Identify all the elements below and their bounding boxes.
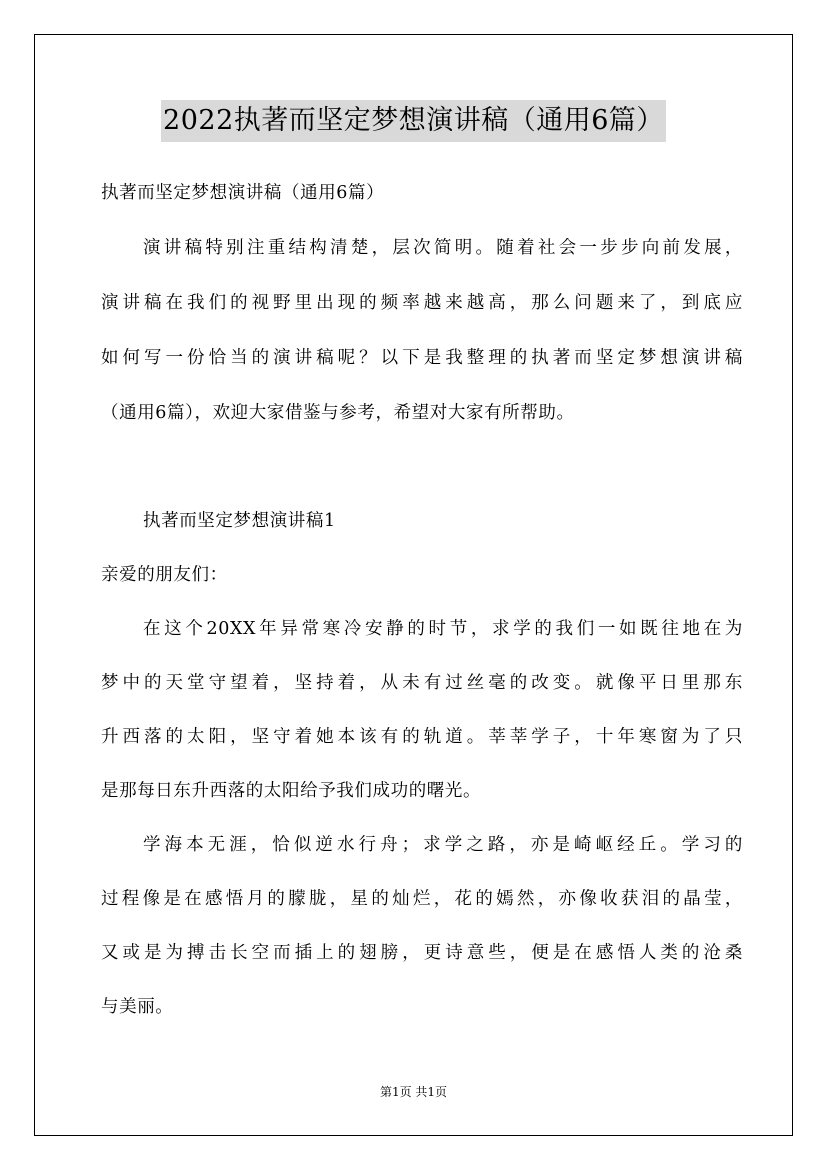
paragraph2-line-3: 又或是为搏击长空而插上的翅膀，更诗意些，便是在感悟人类的沧桑 — [101, 943, 743, 963]
paragraph1-line-1: 在这个20XX年异常寒冷安静的时节，求学的我们一如既往地在为 — [143, 619, 743, 639]
section-heading: 执著而坚定梦想演讲稿1 — [143, 511, 336, 531]
paragraph2-line-4: 与美丽。 — [101, 997, 174, 1017]
title-container — [0, 100, 827, 142]
intro-line-2: 演讲稿在我们的视野里出现的频率越来越高，那么问题来了，到底应 — [101, 293, 743, 313]
paragraph2-line-1: 学海本无涯，恰似逆水行舟；求学之路，亦是崎岖经丘。学习的 — [143, 835, 743, 855]
paragraph1-line-4: 是那每日东升西落的太阳给予我们成功的曙光。 — [101, 781, 482, 801]
page-footer: 第1页 共1页 — [379, 1085, 448, 1099]
document-subtitle: 执著而坚定梦想演讲稿（通用6篇） — [101, 183, 385, 203]
paragraph1-line-2: 梦中的天堂守望着，坚持着，从未有过丝毫的改变。就像平日里那东 — [101, 673, 743, 693]
salutation: 亲爱的朋友们： — [101, 565, 228, 585]
intro-line-3: 如何写一份恰当的演讲稿呢？以下是我整理的执著而坚定梦想演讲稿 — [101, 348, 743, 368]
intro-line-1: 演讲稿特别注重结构清楚，层次简明。随着社会一步步向前发展， — [143, 238, 743, 258]
intro-line-4: （通用6篇），欢迎大家借鉴与参考，希望对大家有所帮助。 — [101, 403, 575, 423]
paragraph2-line-2: 过程像是在感悟月的朦胧，星的灿烂，花的嫣然，亦像收获泪的晶莹， — [101, 889, 743, 909]
document-title: 2022执著而坚定梦想演讲稿（通用6篇） — [161, 100, 666, 142]
paragraph1-line-3: 升西落的太阳，坚守着她本该有的轨道。莘莘学子，十年寒窗为了只 — [101, 727, 743, 747]
